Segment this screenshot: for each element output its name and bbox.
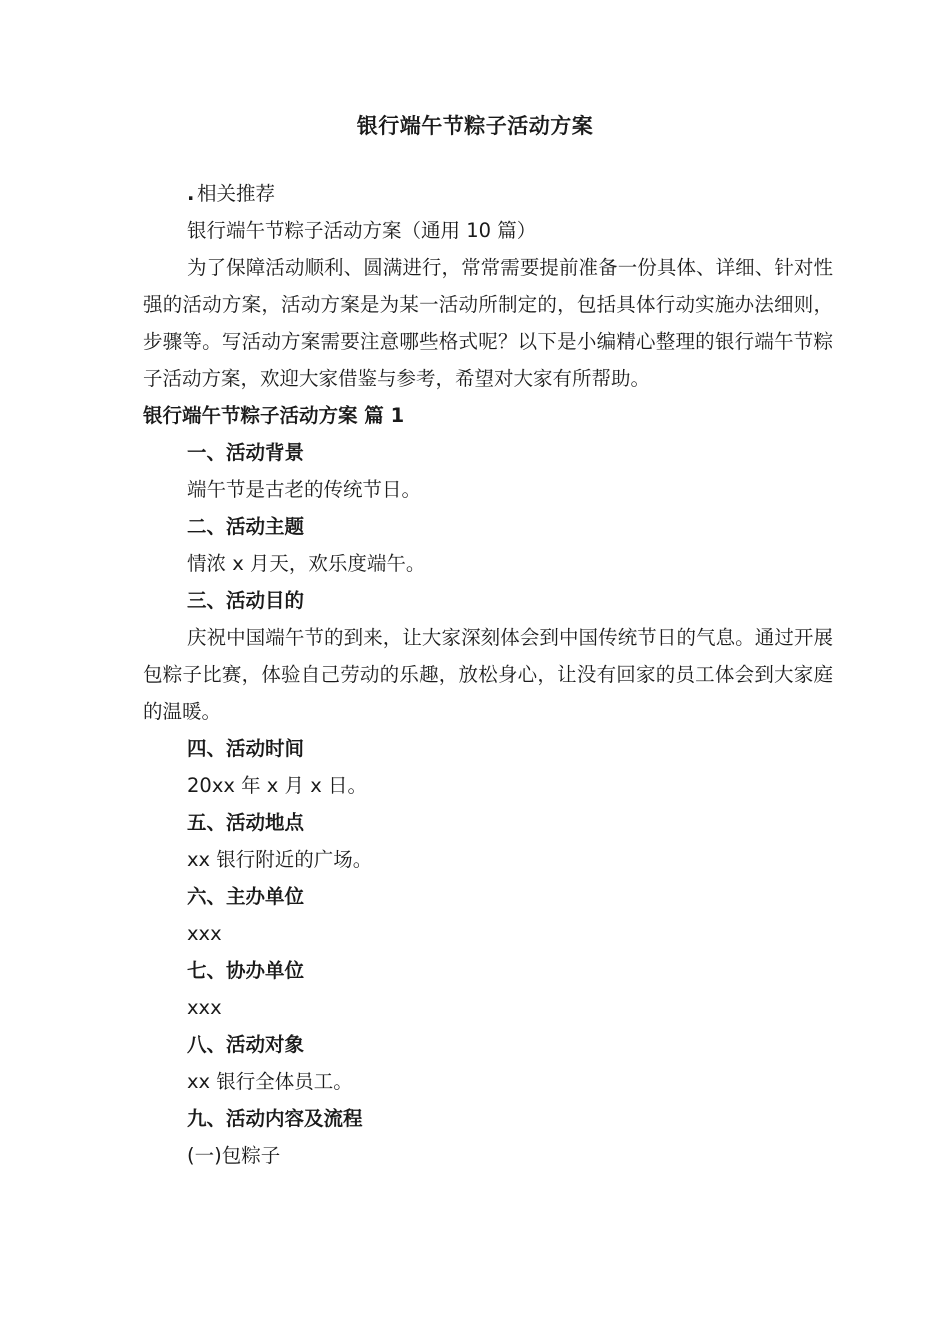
related-recommendation (143, 175, 833, 212)
section-heading-time: 四、活动时间 (187, 737, 305, 760)
section-body-time: 20xx 年 x 月 x 日。 (187, 774, 367, 797)
section-heading-purpose: 三、活动目的 (187, 589, 305, 612)
section-body-co-organizer: xxx (187, 996, 222, 1019)
section-body-content: (一)包粽子 (187, 1144, 281, 1167)
document-subtitle: 银行端午节粽子活动方案（通用 10 篇） (187, 219, 537, 242)
intro-paragraph: 为了保障活动顺利、圆满进行，常常需要提前准备一份具体、详细、针对性强的活动方案，活动方案是为某一活动所制定的，包括具体行动实施办法细则，步骤等。写活动方案需要注意哪些格式呢？以下是小编精心整理的银行端午节粽子活动方案，欢迎大家借鉴与参考，希望对大家有所帮助。 (143, 256, 833, 390)
section-heading-co-organizer: 七、协办单位 (187, 959, 305, 982)
section-body-background: 端午节是古老的传统节日。 (187, 478, 422, 501)
section-body-purpose: 庆祝中国端午节的到来，让大家深刻体会到中国传统节日的气息。通过开展包粽子比赛，体验自己劳动的乐趣，放松身心，让没有回家的员工体会到大家庭的温暖。 (143, 626, 833, 723)
section-heading-theme: 二、活动主题 (187, 515, 305, 538)
section-heading-background: 一、活动背景 (187, 441, 305, 464)
bullet-icon: . (187, 182, 195, 205)
section-heading-audience: 八、活动对象 (187, 1033, 305, 1056)
document-body (143, 175, 833, 1174)
related-label[interactable]: 相关推荐 (197, 182, 276, 205)
section-body-theme: 情浓 x 月天，欢乐度端午。 (187, 552, 426, 575)
section-heading-location: 五、活动地点 (187, 811, 305, 834)
section-body-organizer: xxx (187, 922, 222, 945)
section-heading-content: 九、活动内容及流程 (187, 1107, 363, 1130)
section-heading-organizer: 六、主办单位 (187, 885, 305, 908)
document-title: 银行端午节粽子活动方案 (356, 114, 594, 138)
section-body-audience: xx 银行全体员工。 (187, 1070, 353, 1093)
section-body-location: xx 银行附近的广场。 (187, 848, 373, 871)
article-heading: 银行端午节粽子活动方案 篇 1 (143, 404, 405, 427)
